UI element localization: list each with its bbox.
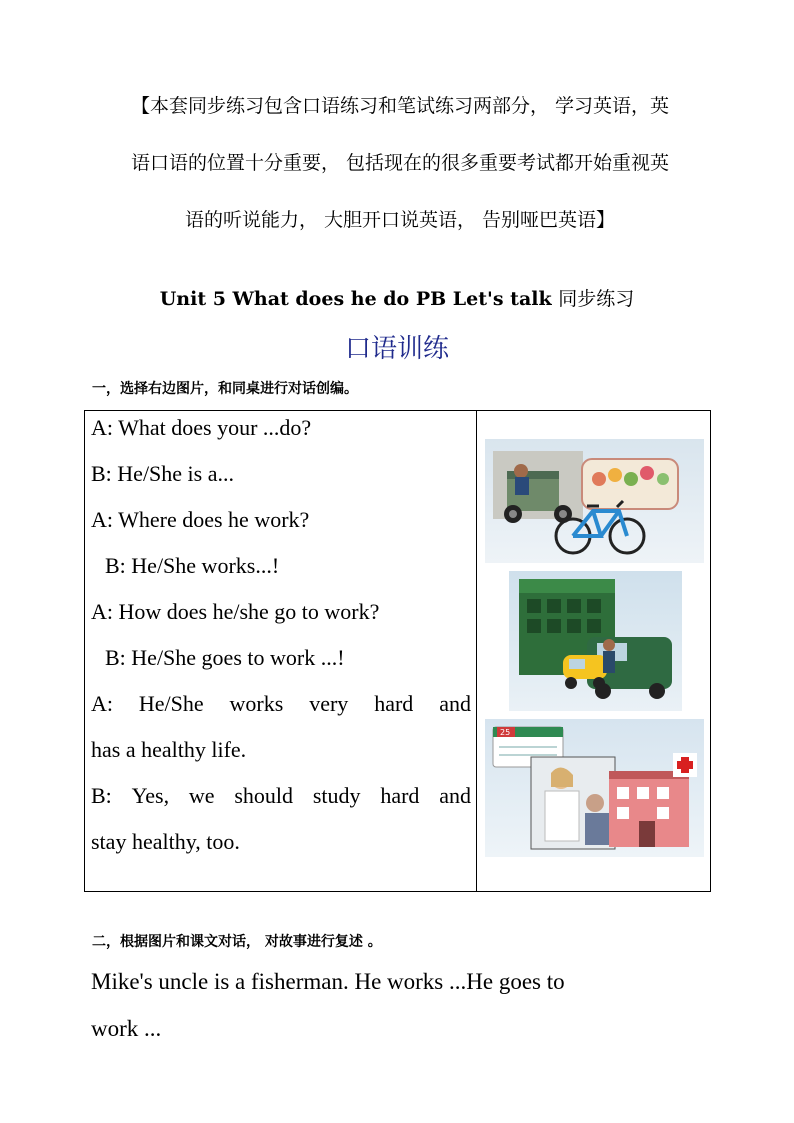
section-subtitle: 口语训练 [344,334,449,364]
picture-column [477,411,712,891]
sign-number: 25 [500,728,511,737]
word: study [312,783,361,808]
dialog-line-8: has a healthy life. [91,737,247,762]
word: A: [91,691,113,716]
intro-line-3: 语的听说能力， 大胆开口说英语， 告别哑巴英语】 [184,209,616,231]
word: works [229,691,284,716]
section-1-heading: 一，选择右边图片，和同桌进行对话创编。 [92,381,358,397]
dialog-line-6: B: He/She goes to work ...! [105,645,345,670]
title-chinese: 同步练习 [558,288,635,310]
story-text [91,958,691,1052]
word: He/She [138,691,204,716]
dialog-table [84,410,711,892]
story-line-1: Mike's uncle is a fisherman. He works ...He goes to [91,969,565,994]
word: Yes, [131,783,170,808]
word: we [188,783,215,808]
dialog-line-7 [91,691,471,717]
title-english: Unit 5 What does he do PB Let's talk [159,288,552,310]
section-2-heading: 二，根据图片和课文对话， 对故事进行复述 。 [92,934,382,950]
intro-line-1: 【本套同步练习包含口语练习和笔试练习两部分， 学习英语，英 [130,95,670,117]
word: hard [380,783,420,808]
word: hard [374,691,414,716]
fisherman-bike-image [477,411,712,891]
dialog-line-3: A: Where does he work? [91,507,310,532]
story-line-2: work ... [91,1016,162,1041]
word: B: [91,783,112,808]
dialog-line-2: B: He/She is a... [91,461,234,486]
dialog-line-1: A: What does your ...do? [91,415,312,440]
word: and [439,783,471,808]
dialog-line-5: A: How does he/she go to work? [91,599,380,624]
dialog-line-10: stay healthy, too. [91,829,240,854]
word: very [309,691,349,716]
page-title [0,284,794,311]
dialog-line-9 [91,783,471,809]
word: and [439,691,471,716]
word: should [234,783,294,808]
dialog-line-4: B: He/She works...! [105,553,280,578]
intro-line-2: 语口语的位置十分重要， 包括现在的很多重要考试都开始重视英 [130,152,670,174]
intro-paragraph [80,78,720,249]
